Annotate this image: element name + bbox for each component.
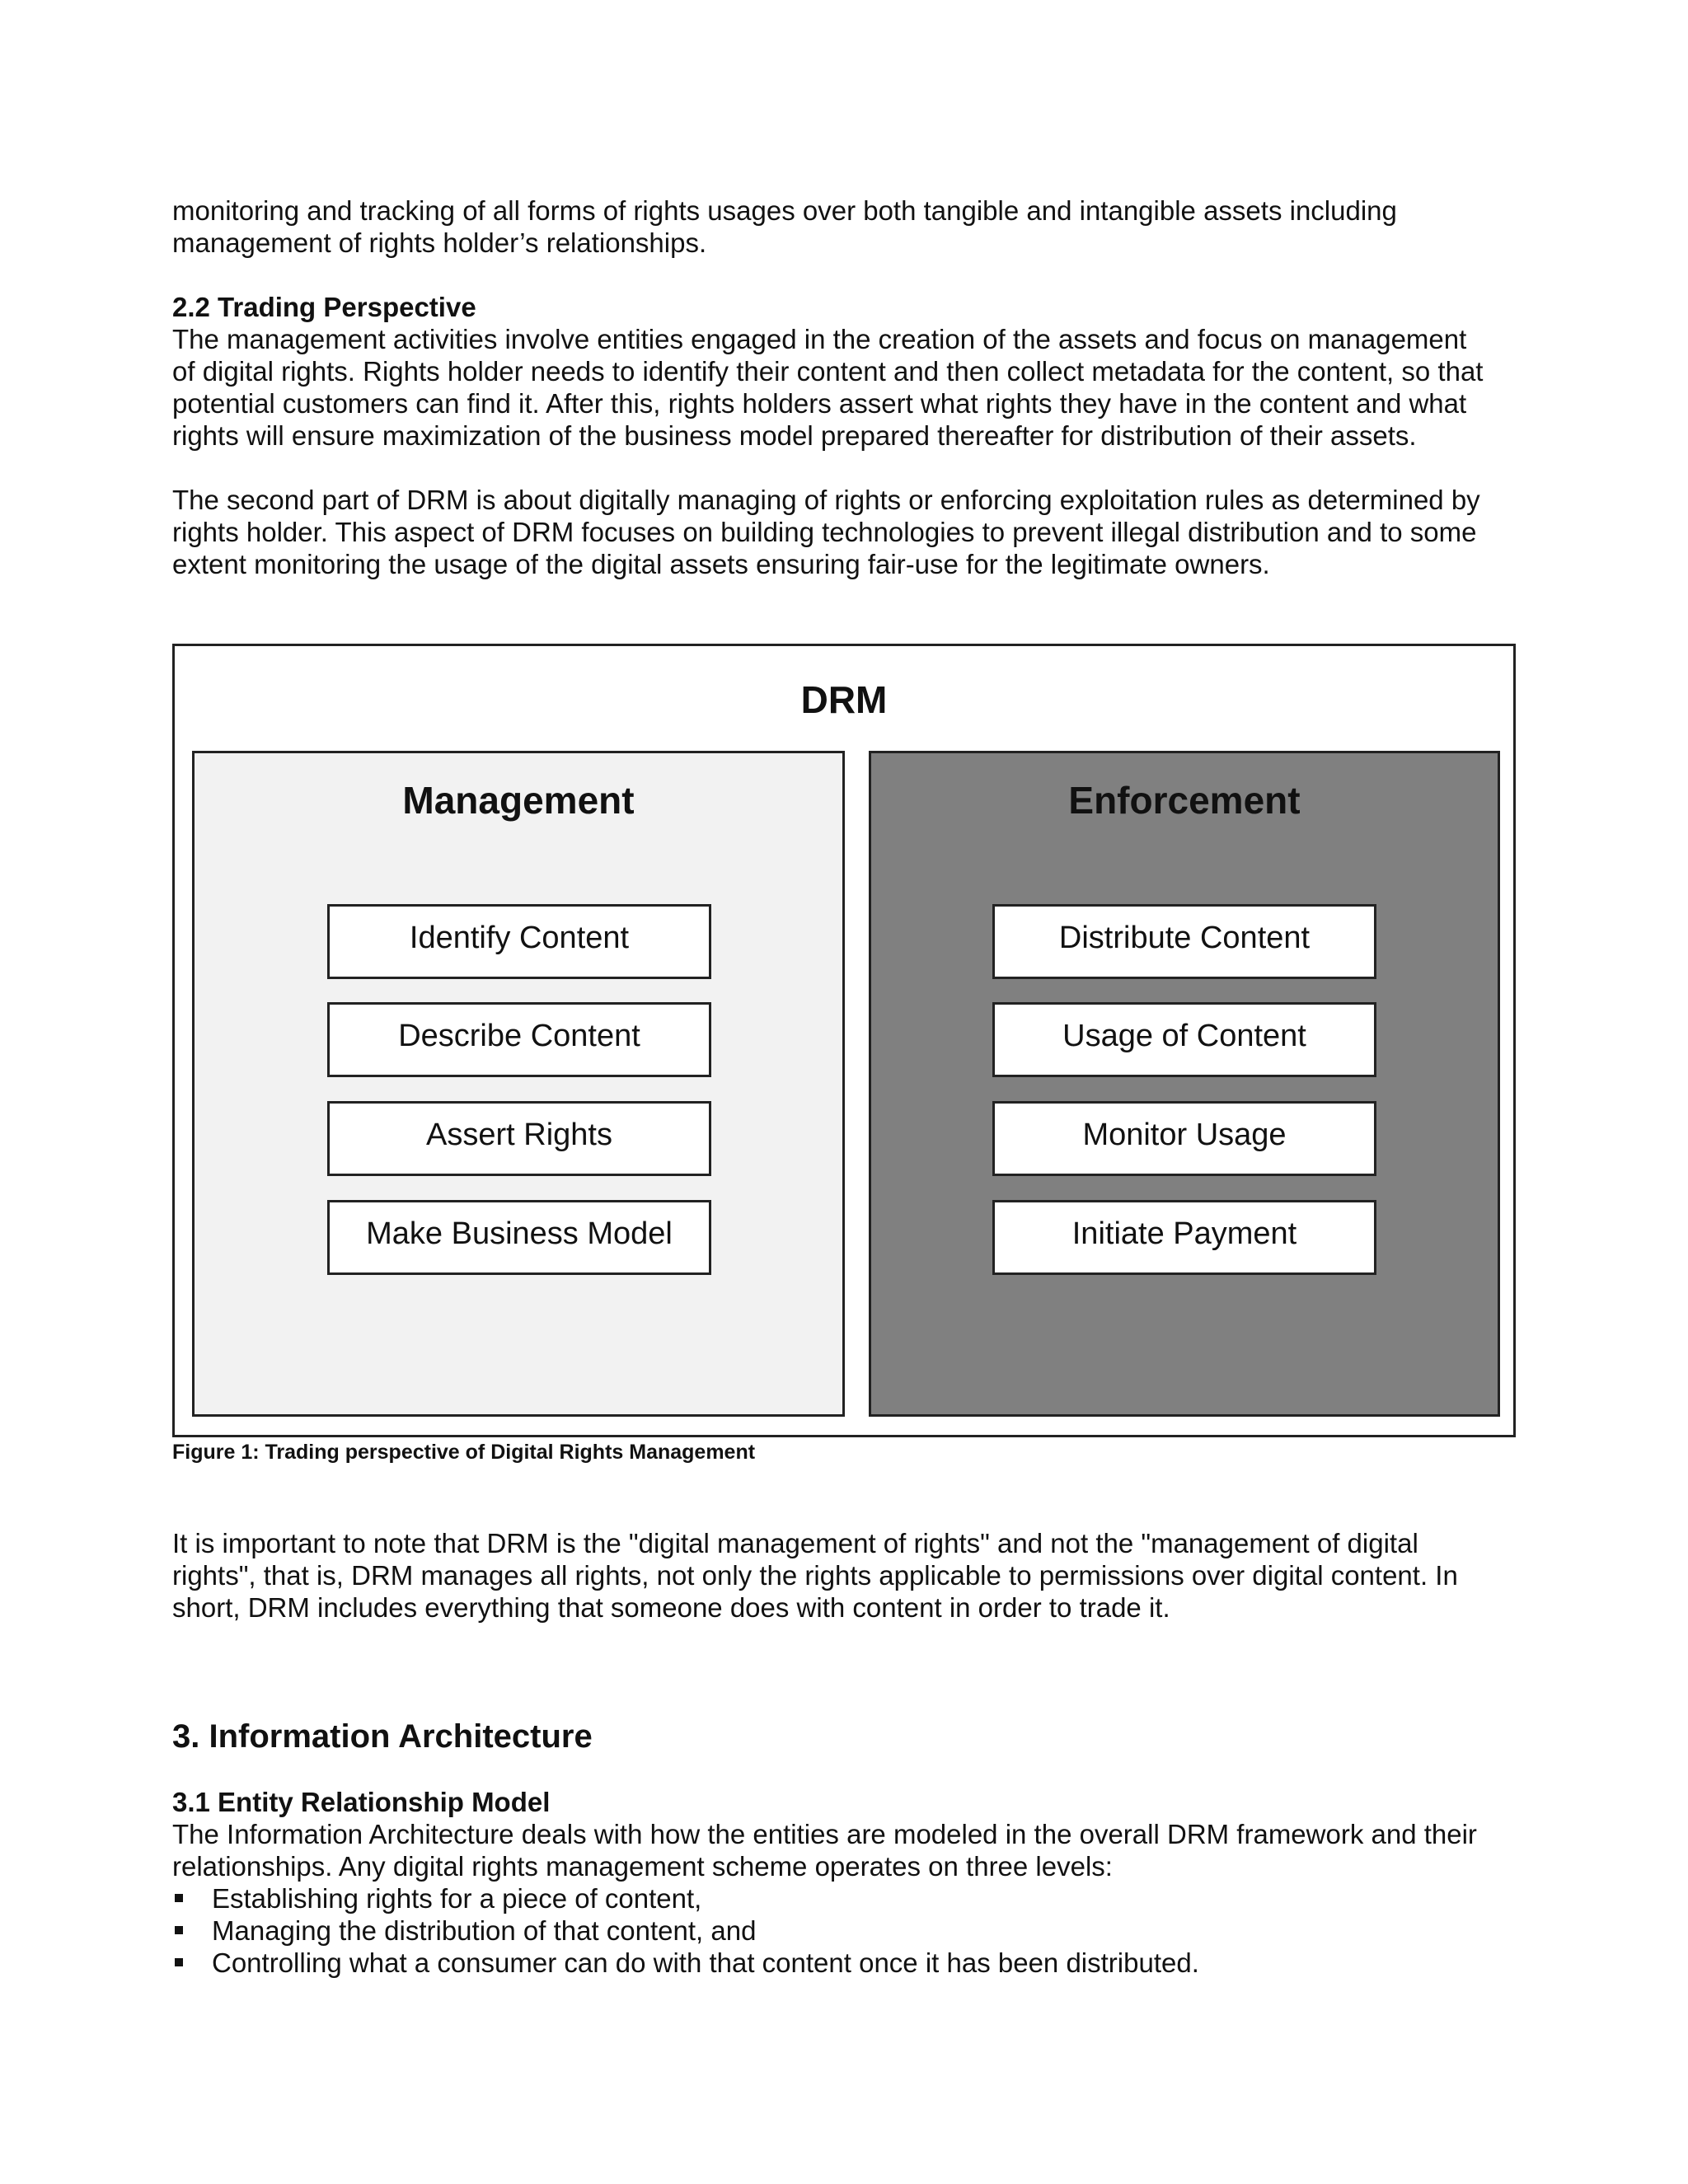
paragraph-line: The second part of DRM is about digitally managing of rights or enforcing exploitation rules as determined by — [172, 485, 1480, 515]
levels-list — [172, 1882, 1516, 1979]
list-item-text: Establishing rights for a piece of content, — [212, 1883, 702, 1914]
enforcement-item: Initiate Payment — [992, 1200, 1376, 1275]
management-item: Assert Rights — [327, 1101, 711, 1176]
list-item — [172, 1947, 1516, 1979]
square-bullet-icon — [175, 1958, 183, 1966]
note-line: short, DRM includes everything that someone does with content in order to trade it. — [172, 1592, 1170, 1623]
management-item: Make Business Model — [327, 1200, 711, 1275]
paragraph-line: extent monitoring the usage of the digital assets ensuring fair-use for the legitimate owners. — [172, 549, 1270, 579]
management-panel — [192, 751, 845, 1417]
enforcement-item: Distribute Content — [992, 904, 1376, 979]
note-line: It is important to note that DRM is the "digital management of rights" and not the "management of digital — [172, 1528, 1418, 1558]
enforcement-panel — [869, 751, 1500, 1417]
management-item: Describe Content — [327, 1002, 711, 1077]
enforcement-item: Monitor Usage — [992, 1101, 1376, 1176]
paragraph-line: The management activities involve entities engaged in the creation of the assets and focus on management — [172, 324, 1467, 354]
paragraph-line: of digital rights. Rights holder needs to identify their content and then collect metadata for the content, so that — [172, 356, 1484, 387]
paragraph-line: potential customers can find it. After this, rights holders assert what rights they have in the content and what — [172, 388, 1467, 419]
note-line: rights", that is, DRM manages all rights, not only the rights applicable to permissions over digital content. In — [172, 1560, 1458, 1591]
intro-line: management of rights holder’s relationships. — [172, 227, 707, 258]
section-3-heading: 3. Information Architecture — [172, 1718, 593, 1755]
square-bullet-icon — [175, 1894, 183, 1902]
intro-line: monitoring and tracking of all forms of rights usages over both tangible and intangible assets including — [172, 195, 1397, 226]
section-2-2-heading: 2.2 Trading Perspective — [172, 292, 476, 322]
figure-title: DRM — [800, 678, 888, 721]
section-3-1-heading: 3.1 Entity Relationship Model — [172, 1787, 551, 1817]
paragraph-line: rights will ensure maximization of the business model prepared thereafter for distribution of their assets. — [172, 420, 1417, 451]
enforcement-item: Usage of Content — [992, 1002, 1376, 1077]
document-body-bottom — [172, 1527, 1516, 1979]
drm-figure — [172, 644, 1516, 1437]
list-item-text: Controlling what a consumer can do with that content once it has been distributed. — [212, 1947, 1199, 1978]
management-title: Management — [402, 779, 635, 822]
figure-caption: Figure 1: Trading perspective of Digital Rights Management — [172, 1441, 756, 1464]
list-item-text: Managing the distribution of that content, and — [212, 1915, 757, 1946]
paragraph-line: relationships. Any digital rights management scheme operates on three levels: — [172, 1851, 1113, 1882]
square-bullet-icon — [175, 1926, 183, 1934]
document-body-top — [172, 194, 1516, 580]
paragraph-line: rights holder. This aspect of DRM focuses on building technologies to prevent illegal distribution and to some — [172, 517, 1477, 547]
list-item — [172, 1882, 1516, 1915]
paragraph-line: The Information Architecture deals with how the entities are modeled in the overall DRM framework and their — [172, 1819, 1477, 1849]
management-item: Identify Content — [327, 904, 711, 979]
enforcement-title: Enforcement — [1068, 779, 1301, 822]
list-item — [172, 1915, 1516, 1947]
